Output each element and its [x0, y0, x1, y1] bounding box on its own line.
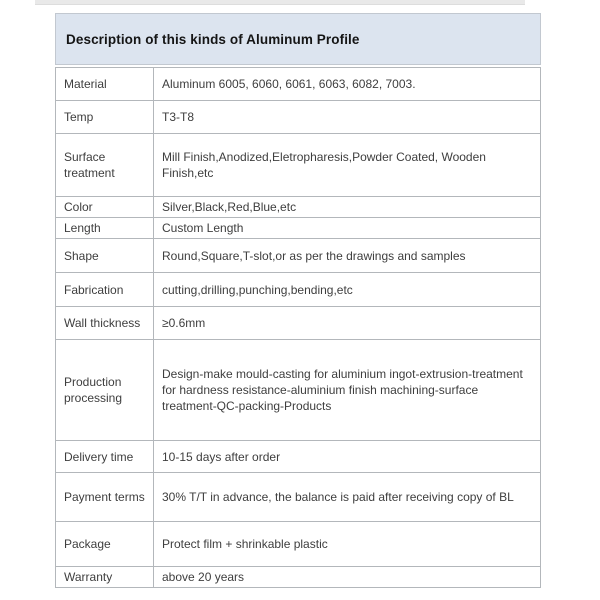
spec-label-cell: Delivery time: [56, 441, 154, 473]
spec-label-cell: Payment terms: [56, 473, 154, 522]
table-row: [56, 567, 541, 588]
spec-label-cell: Fabrication: [56, 273, 154, 307]
table-row: [56, 101, 541, 134]
spec-label-cell: Length: [56, 218, 154, 239]
spec-value-cell: Aluminum 6005, 6060, 6061, 6063, 6082, 7003.: [154, 68, 541, 101]
table-row: [56, 441, 541, 473]
spec-value-cell: Design-make mould-casting for aluminium ingot-extrusion-treatment for hardness resistance-aluminium finish machining-surface treatment-QC-packing-Products: [154, 340, 541, 441]
spec-label-cell: Shape: [56, 239, 154, 273]
spec-value-cell: Custom Length: [154, 218, 541, 239]
spec-label-cell: Warranty: [56, 567, 154, 588]
spec-label-cell: Package: [56, 522, 154, 567]
spec-value-cell: cutting,drilling,punching,bending,etc: [154, 273, 541, 307]
table-row: [56, 473, 541, 522]
table-header: [55, 13, 541, 65]
table-row: [56, 340, 541, 441]
cropped-element-edge: [35, 0, 525, 5]
spec-value-cell: T3-T8: [154, 101, 541, 134]
table-row: [56, 239, 541, 273]
spec-table: [55, 67, 541, 588]
spec-value-cell: 10-15 days after order: [154, 441, 541, 473]
spec-value-cell: ≥0.6mm: [154, 307, 541, 340]
spec-value-cell: 30% T/T in advance, the balance is paid after receiving copy of BL: [154, 473, 541, 522]
table-row: [56, 522, 541, 567]
table-row: [56, 273, 541, 307]
spec-value-cell: Round,Square,T-slot,or as per the drawings and samples: [154, 239, 541, 273]
spec-label-cell: Color: [56, 197, 154, 218]
spec-value-cell: above 20 years: [154, 567, 541, 588]
spec-label-cell: Material: [56, 68, 154, 101]
table-row: [56, 197, 541, 218]
spec-value-cell: Protect film + shrinkable plastic: [154, 522, 541, 567]
table-row: [56, 134, 541, 197]
spec-value-cell: Silver,Black,Red,Blue,etc: [154, 197, 541, 218]
spec-document: [55, 13, 541, 588]
table-row: [56, 218, 541, 239]
page-title: Description of this kinds of Aluminum Profile: [66, 31, 360, 47]
spec-label-cell: Wall thickness: [56, 307, 154, 340]
spec-label-cell: Production processing: [56, 340, 154, 441]
spec-label-cell: Surface treatment: [56, 134, 154, 197]
spec-label-cell: Temp: [56, 101, 154, 134]
table-row: [56, 68, 541, 101]
spec-value-cell: Mill Finish,Anodized,Eletropharesis,Powder Coated, Wooden Finish,etc: [154, 134, 541, 197]
table-row: [56, 307, 541, 340]
